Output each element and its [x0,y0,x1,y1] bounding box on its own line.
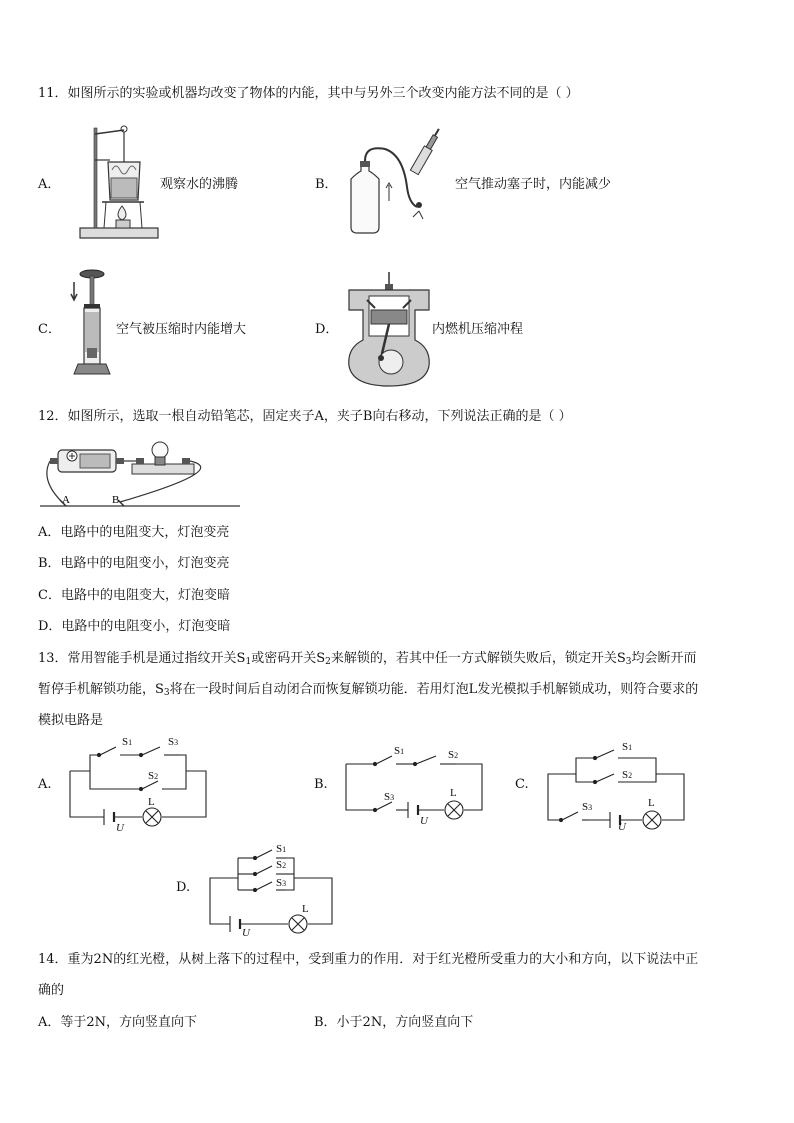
svg-text:S3: S3 [384,791,395,803]
q14-option-b: B．小于2N，方向竖直向下 [314,1015,474,1030]
svg-text:U: U [618,821,626,833]
svg-text:L: L [450,787,457,799]
svg-text:U: U [420,815,428,827]
q11-option-d-label: D． [315,322,339,337]
q12-option-b: B．电路中的电阻变小，灯泡变亮 [38,556,230,571]
q12-option-c: C．电路中的电阻变大，灯泡变暗 [38,588,230,603]
svg-text:S2: S2 [276,859,287,871]
q13-circuit-a-label: A. [38,777,52,792]
air-pushing-stopper-figure [345,127,445,237]
clip-a-label: A [62,494,70,506]
svg-text:S2: S2 [448,749,459,761]
svg-text:S1: S1 [122,736,133,748]
q13-line-2: 暂停手机解锁功能，$S_3$将在一段时间后自动闭合而恢复解锁功能．若用灯泡L发光模拟手机解锁成功，则符合要求的 [38,682,699,698]
boiling-water-apparatus-figure [78,120,160,242]
q13-circuit-d-label: D. [176,880,191,895]
q11-option-c-caption: 空气被压缩时内能增大 [116,322,247,337]
svg-text:L: L [302,903,309,915]
svg-text:S1: S1 [622,741,633,753]
air-compression-syringe-figure [68,268,116,380]
circuit-b-diagram [344,742,484,827]
q12-stem: 12．如图所示，选取一根自动铅笔芯，固定夹子A，夹子B向右移动，下列说法正确的是（ ） [38,409,572,424]
q12-option-d: D．电路中的电阻变小，灯泡变暗 [38,619,231,634]
svg-text:S3: S3 [276,877,287,889]
svg-text:S1: S1 [394,745,405,757]
q13-line-3: 模拟电路是 [38,713,104,728]
clip-b-label: B [112,494,120,506]
q11-option-c-label: C． [38,322,61,337]
svg-text:S1: S1 [276,843,287,855]
circuit-a-diagram [68,735,208,833]
svg-text:U: U [116,822,124,834]
q11-option-a-caption: 观察水的沸腾 [160,177,239,192]
q14-line-2: 确的 [38,983,65,998]
q14-line-1: 14．重为2N的红光橙，从树上落下的过程中，受到重力的作用．对于红光橙所受重力的大小和方向，以下说法中正 [38,952,699,967]
q11-option-a-label: A． [38,177,61,192]
circuit-d-diagram [208,842,336,939]
circuit-c-diagram [546,738,686,833]
q11-option-d-caption: 内燃机压缩冲程 [432,322,524,337]
q13-circuit-b-label: B. [314,777,328,792]
svg-text:S3: S3 [582,801,593,813]
svg-text:S2: S2 [148,770,159,782]
svg-text:S2: S2 [622,769,633,781]
q13-line-1: 13．常用智能手机是通过指纹开关$S_1$或密码开关$S_2$来解锁的，若其中任一方式解锁失败后，锁定开关$S_3$均会断开而 [38,651,697,667]
q11-option-b-label: B． [315,177,338,192]
q11-option-b-caption: 空气推动塞子时，内能减少 [455,177,612,192]
q12-option-a: A．电路中的电阻变大，灯泡变亮 [38,525,230,540]
engine-compression-stroke-figure [345,270,433,388]
pencil-lead-circuit-figure [40,440,240,515]
svg-text:L: L [148,796,155,808]
svg-text:S3: S3 [168,736,179,748]
q11-stem: 11．如图所示的实验或机器均改变了物体的内能，其中与另外三个改变内能方法不同的是（ ） [38,86,579,101]
svg-text:U: U [242,927,250,939]
svg-text:L: L [648,797,655,809]
q13-circuit-c-label: C. [515,777,529,792]
q14-option-a: A．等于2N，方向竖直向下 [38,1015,198,1030]
